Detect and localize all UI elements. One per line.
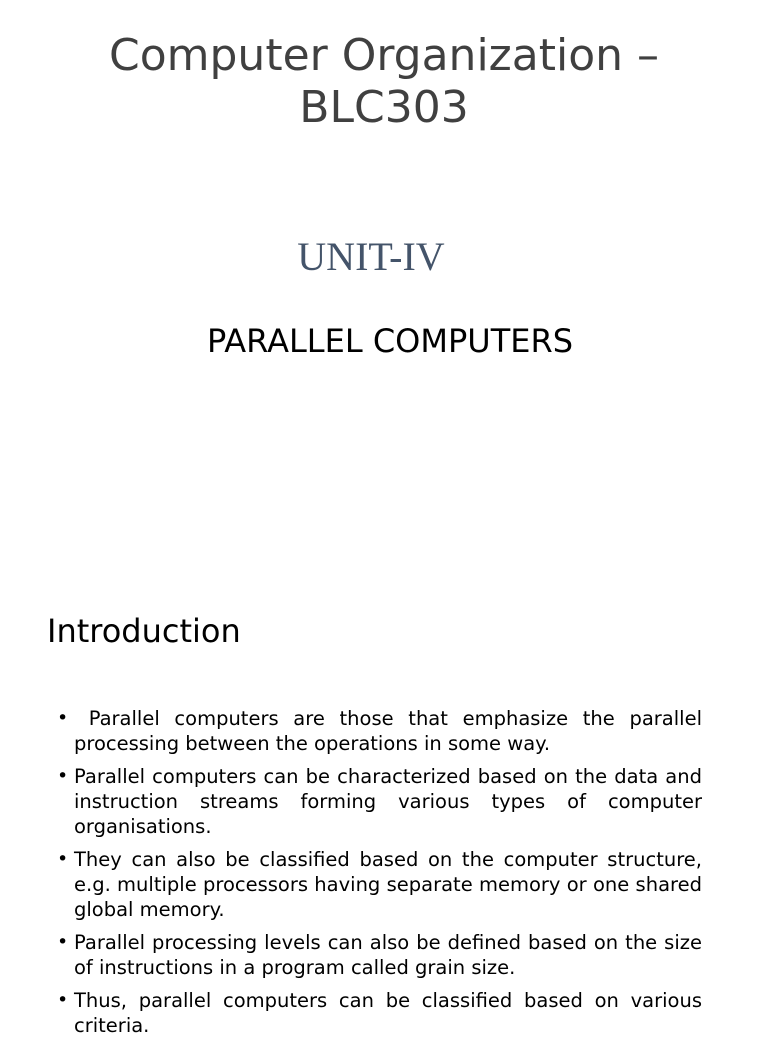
bullet-item <box>55 988 702 1038</box>
bullet-list <box>55 706 709 1046</box>
bullet-text: Parallel computers are those that emphasize the parallel processing between the operations in some way. <box>74 707 709 755</box>
content-slide <box>0 576 768 1037</box>
bullet-text: Parallel computers can be characterized based on the data and instruction streams forming various types of computer organisations. <box>74 765 702 838</box>
bullet-text: Thus, parallel computers can be classified based on various criteria. <box>74 989 702 1037</box>
bullet-icon: • <box>57 848 69 870</box>
section-heading: Introduction <box>47 612 241 650</box>
course-title <box>0 30 768 134</box>
bullet-text: They can also be classified based on the computer structure, e.g. multiple processors having separate memory or one shared global memory. <box>74 848 702 921</box>
slide-subtitle: PARALLEL COMPUTERS <box>206 322 573 360</box>
bullet-icon: • <box>57 989 69 1011</box>
bullet-item <box>55 930 702 980</box>
bullet-item <box>55 706 709 756</box>
bullet-item <box>55 847 702 922</box>
bullet-icon: • <box>57 707 69 729</box>
course-title-line2: BLC303 <box>299 82 469 133</box>
bullet-text: Parallel processing levels can also be defined based on the size of instructions in a program called grain size. <box>74 931 702 979</box>
course-title-line1: Computer Organization – <box>109 30 659 81</box>
unit-label: UNIT-IV <box>297 234 445 279</box>
bullet-icon: • <box>57 765 69 787</box>
bullet-icon: • <box>57 931 69 953</box>
bullet-item <box>55 764 702 839</box>
